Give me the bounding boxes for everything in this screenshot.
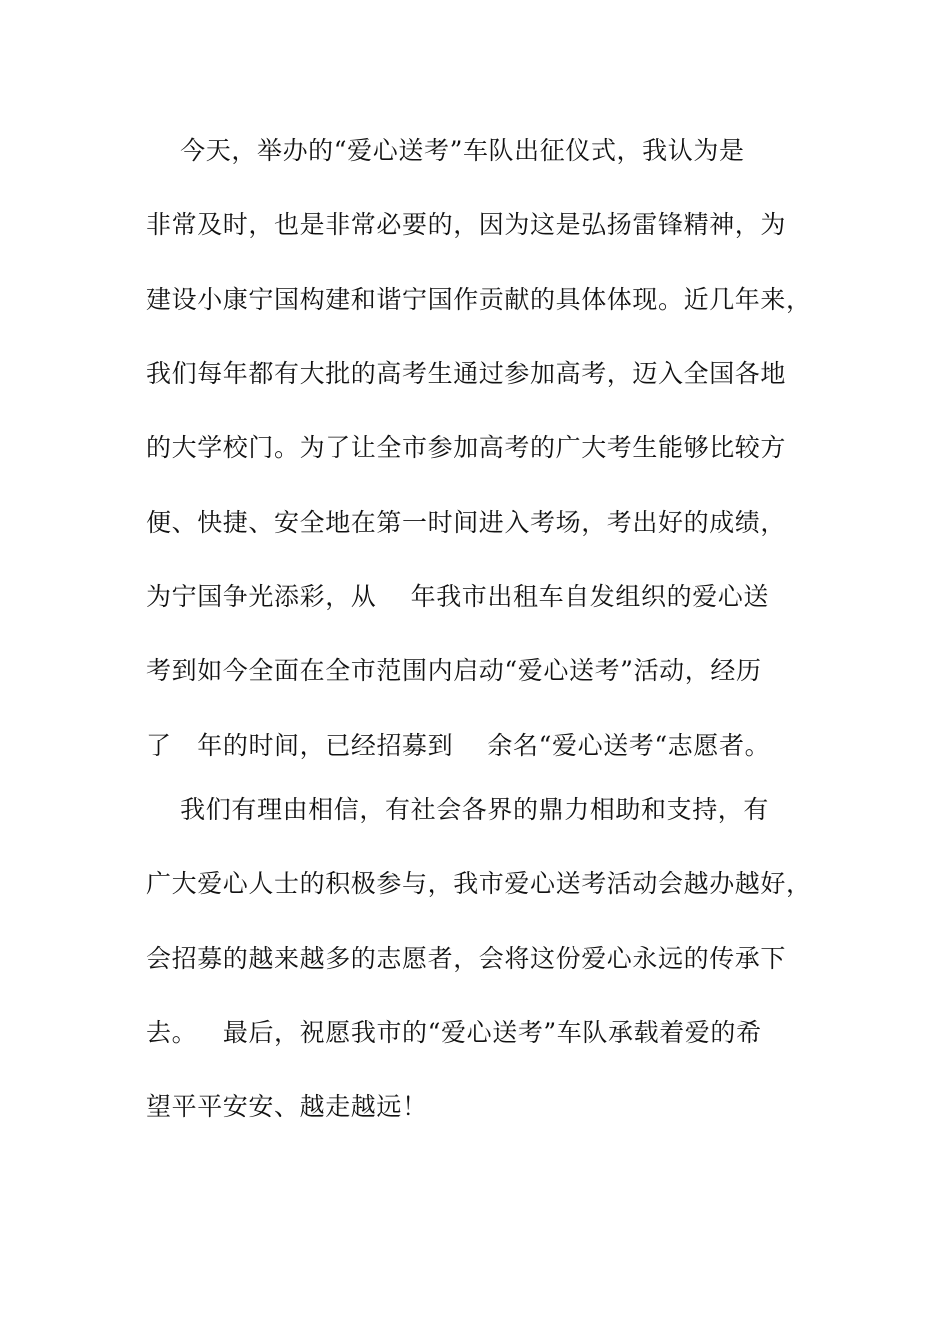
paragraph-1-line-9: 了 年的时间，已经招募到 余名“爱心送考“志愿者。 (146, 731, 771, 760)
paragraph-1-line-2: 非常及时，也是非常必要的，因为这是弘扬雷锋精神，为 (146, 210, 787, 239)
paragraph-1-line-8: 考到如今全面在全市范围内启动“爱心送考”活动，经历 (146, 656, 762, 685)
paragraph-2-line-5: 望平平安安、越走越远！ (146, 1092, 428, 1121)
paragraph-1-line-4: 我们每年都有大批的高考生通过参加高考，迈入全国各地 (146, 359, 787, 388)
paragraph-1-line-1: 今天，举办的“爱心送考”车队出征仪式，我认为是 (146, 136, 745, 165)
paragraph-2-line-2: 广大爱心人士的积极参与，我市爱心送考活动会越办越好， (146, 869, 812, 898)
paragraph-2-line-4: 去。 最后，祝愿我市的“爱心送考”车队承载着爱的希 (146, 1018, 762, 1047)
paragraph-1-line-7: 为宁国争光添彩，从 年我市出租车自发组织的爱心送 (146, 582, 769, 611)
paragraph-2-line-1: 我们有理由相信，有社会各界的鼎力相助和支持，有 (146, 795, 769, 824)
paragraph-2-line-3: 会招募的越来越多的志愿者，会将这份爱心永远的传承下 (146, 944, 787, 973)
paragraph-1-line-3: 建设小康宁国构建和谐宁国作贡献的具体体现。近几年来， (146, 285, 812, 314)
paragraph-1-line-5: 的大学校门。为了让全市参加高考的广大考生能够比较方 (146, 433, 787, 462)
paragraph-1-line-6: 便、快捷、安全地在第一时间进入考场，考出好的成绩， (146, 508, 787, 537)
